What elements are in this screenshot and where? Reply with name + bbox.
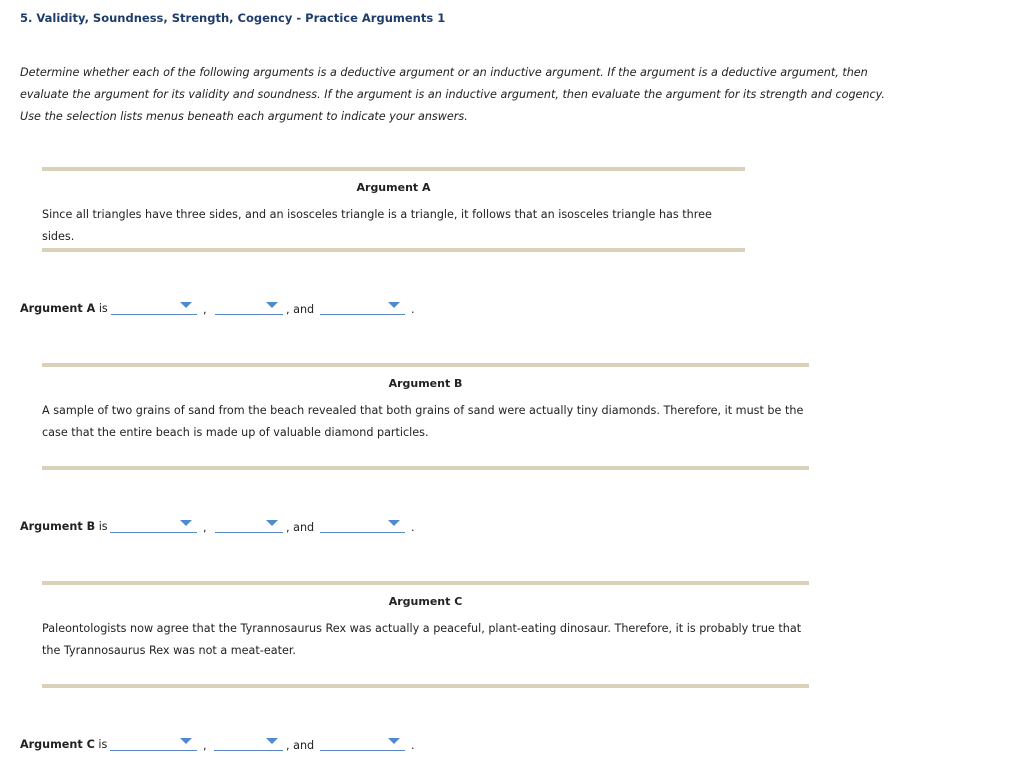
chevron-down-icon (388, 302, 400, 308)
comma-separator: , (203, 521, 207, 534)
chevron-down-icon (180, 302, 192, 308)
argument-a-answer-row (20, 300, 440, 320)
chevron-down-icon (266, 738, 278, 744)
argument-b-select-2[interactable] (215, 518, 283, 533)
argument-b-title: Argument B (388, 377, 463, 390)
page-title: 5. Validity, Soundness, Strength, Cogency - Practice Arguments 1 (20, 11, 446, 25)
and-separator: , and (286, 521, 315, 534)
argument-c-title: Argument C (388, 595, 463, 608)
argument-b-select-1[interactable] (110, 518, 197, 533)
period-separator: . (411, 521, 415, 534)
argument-c-answer-label: Argument C is (20, 738, 108, 751)
argument-a-text: Since all triangles have three sides, and an isosceles triangle is a triangle, it follows that an isosceles triangle has three sides. (42, 208, 712, 243)
argument-b-answer-label: Argument B is (20, 520, 108, 533)
chevron-down-icon (266, 520, 278, 526)
argument-a-select-3[interactable] (320, 300, 405, 315)
argument-a-select-2[interactable] (215, 300, 283, 315)
and-separator: , and (286, 303, 315, 316)
chevron-down-icon (180, 738, 192, 744)
chevron-down-icon (388, 520, 400, 526)
period-separator: . (411, 303, 415, 316)
argument-c-box (42, 581, 809, 688)
instructions-text: Determine whether each of the following arguments is a deductive argument or an inductive argument. If the argument is a deductive argument, then evaluate the argument for its validity and soundness. If the argument is an inductive argument, then evaluate the argument for its strength and cogency. Use the selection lists menus beneath each argument to indicate your answers. (20, 66, 885, 123)
chevron-down-icon (388, 738, 400, 744)
argument-b-answer-row (20, 518, 440, 538)
argument-b-text: A sample of two grains of sand from the beach revealed that both grains of sand were actually tiny diamonds. Therefore, it must be the case that the entire beach is made up of valuable diamond particles. (42, 404, 804, 439)
argument-b-box (42, 363, 809, 470)
argument-a-select-1[interactable] (111, 300, 197, 315)
argument-c-select-1[interactable] (110, 736, 197, 751)
argument-c-select-3[interactable] (320, 736, 405, 751)
period-separator: . (411, 739, 415, 752)
argument-a-box (42, 167, 745, 252)
argument-c-select-2[interactable] (214, 736, 283, 751)
comma-separator: , (203, 303, 207, 316)
and-separator: , and (286, 739, 315, 752)
chevron-down-icon (180, 520, 192, 526)
comma-separator: , (203, 739, 207, 752)
argument-c-answer-row (20, 736, 440, 756)
argument-a-answer-label: Argument A is (20, 302, 108, 315)
argument-c-text: Paleontologists now agree that the Tyrannosaurus Rex was actually a peaceful, plant-eating dinosaur. Therefore, it is probably true that the Tyrannosaurus Rex was not a meat-eater. (42, 622, 802, 657)
argument-b-select-3[interactable] (320, 518, 405, 533)
chevron-down-icon (266, 302, 278, 308)
argument-a-title: Argument A (356, 181, 431, 194)
